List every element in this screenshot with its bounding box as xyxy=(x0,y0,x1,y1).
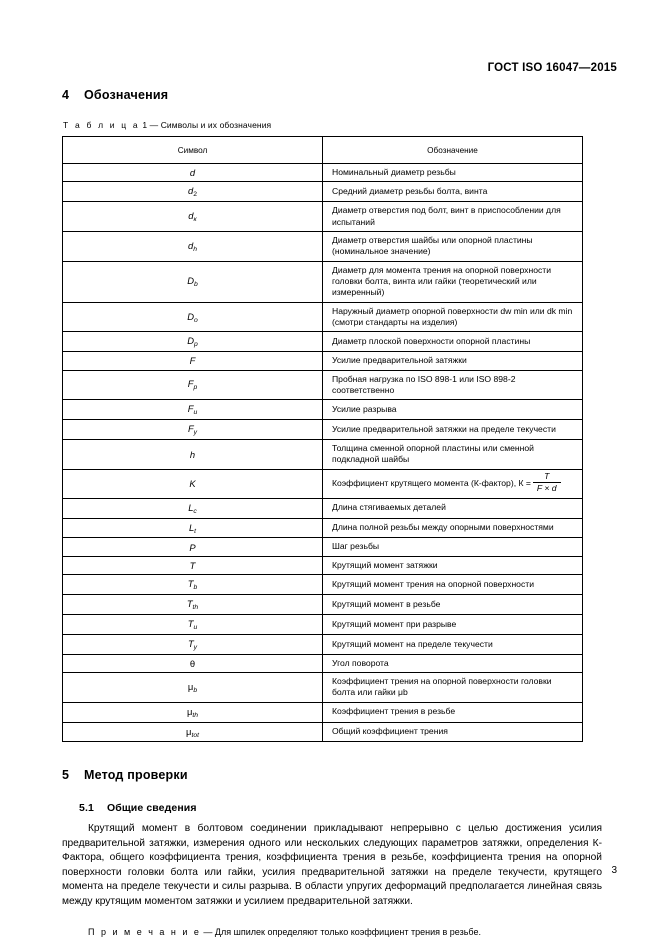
subsection-5-1-heading xyxy=(79,802,602,814)
description-cell: Угол поворота xyxy=(323,654,583,672)
table-row xyxy=(63,420,583,440)
section-4-title: Обозначения xyxy=(84,88,169,102)
symbol-cell: $F_u$ xyxy=(63,400,323,420)
table-caption-rest: 1 — Символы и их обозначения xyxy=(142,120,272,130)
symbols-table xyxy=(62,136,583,742)
table-row-formula xyxy=(63,469,583,498)
symbol-cell: $d_к$ xyxy=(63,202,323,232)
table-row xyxy=(63,352,583,370)
symbol-cell: $L_t$ xyxy=(63,518,323,538)
section-4-heading xyxy=(62,88,602,102)
description-cell: Коэффициент трения в резьбе xyxy=(323,702,583,722)
description-cell: Усилие предварительной затяжки xyxy=(323,352,583,370)
subsection-5-1-paragraph: Крутящий момент в болтовом соединении прикладывают непрерывно с целью достижения усилия предварительной затяжки, измерения одного или нескольких следующих параметров затяжки, определения К-Фактора, общего коэффициента трения, коэффициента трения в резьбе, коэффициента трения на опорной поверхности головки болта или гайки, усилия предварительной затяжки на пределе текучести, крутящего момента на пределе текучести и силы разрыва. В области упругих деформаций предполагается линейная связь между крутящим моментом затяжки и усилием предварительной затяжки. xyxy=(62,823,602,907)
table-row xyxy=(63,556,583,574)
table-row xyxy=(63,722,583,742)
table-row xyxy=(63,202,583,232)
table-row xyxy=(63,614,583,634)
symbols-table-body xyxy=(63,164,583,742)
table-row xyxy=(63,440,583,470)
symbol-cell: d xyxy=(63,164,323,182)
table-1-caption xyxy=(63,120,602,130)
symbol-cell: $T_u$ xyxy=(63,614,323,634)
table-row xyxy=(63,702,583,722)
description-cell-formula xyxy=(323,469,583,498)
table-row xyxy=(63,261,583,302)
table-row xyxy=(63,400,583,420)
description-cell: Коэффициент трения на опорной поверхности головки болта или гайки μb xyxy=(323,673,583,703)
symbols-table-head xyxy=(63,137,583,164)
page-number: 3 xyxy=(611,865,617,876)
section-5-number: 5 xyxy=(62,768,70,783)
description-cell: Усилие разрыва xyxy=(323,400,583,420)
table-row xyxy=(63,332,583,352)
table-row xyxy=(63,654,583,672)
symbol-cell: $T_b$ xyxy=(63,575,323,595)
description-cell: Диаметр отверстия шайбы или опорной пластины (номинальное значение) xyxy=(323,231,583,261)
description-cell: Пробная нагрузка по ISO 898-1 или ISO 898-2 соответственно xyxy=(323,370,583,400)
page-header-standard-id: ГОСТ ISO 16047—2015 xyxy=(487,62,617,74)
subsection-5-1-number: 5.1 xyxy=(79,802,94,815)
table-caption-prefix: Т а б л и ц а xyxy=(63,120,140,130)
symbol-cell: $L_c$ xyxy=(63,498,323,518)
symbol-cell: θ xyxy=(63,654,323,672)
note-label: П р и м е ч а н и е xyxy=(88,927,201,938)
fraction-denominator: F × d xyxy=(536,483,557,494)
description-cell: Усилие предварительной затяжки на пределе текучести xyxy=(323,420,583,440)
description-cell: Наружный диаметр опорной поверхности dw min или dk min (смотри стандарты на изделия) xyxy=(323,302,583,332)
description-cell: Диаметр плоской поверхности опорной пластины xyxy=(323,332,583,352)
section-5-title: Метод проверки xyxy=(84,768,188,783)
symbol-cell: $D_p$ xyxy=(63,332,323,352)
table-row xyxy=(63,575,583,595)
description-cell: Крутящий момент при разрыве xyxy=(323,614,583,634)
description-cell: Крутящий момент в резьбе xyxy=(323,594,583,614)
symbol-cell: $\mu_b$ xyxy=(63,673,323,703)
formula-lead: Коэффициент крутящего момента (К-фактор), К = xyxy=(332,477,531,488)
table-row xyxy=(63,164,583,182)
description-cell: Длина полной резьбы между опорными поверхностями xyxy=(323,518,583,538)
table-row xyxy=(63,302,583,332)
symbol-cell: $D_b$ xyxy=(63,261,323,302)
table-row xyxy=(63,673,583,703)
column-header-symbol: Символ xyxy=(63,137,323,164)
symbol-cell: $T_y$ xyxy=(63,634,323,654)
description-cell: Толщина сменной опорной пластины или сменной подкладной шайбы xyxy=(323,440,583,470)
description-cell: Крутящий момент затяжки xyxy=(323,556,583,574)
table-row xyxy=(63,538,583,556)
symbol-cell: $d_2$ xyxy=(63,182,323,202)
symbol-cell: $\mu_{th}$ xyxy=(63,702,323,722)
symbol-cell: $\mu_{tot}$ xyxy=(63,722,323,742)
fraction-numerator: T xyxy=(533,472,561,483)
description-cell: Номинальный диаметр резьбы xyxy=(323,164,583,182)
symbol-cell: $F_p$ xyxy=(63,370,323,400)
table-row xyxy=(63,231,583,261)
column-header-designation: Обозначение xyxy=(323,137,583,164)
description-cell: Шаг резьбы xyxy=(323,538,583,556)
k-factor-fraction xyxy=(533,472,561,494)
description-cell: Общий коэффициент трения xyxy=(323,722,583,742)
table-row xyxy=(63,182,583,202)
table-row xyxy=(63,594,583,614)
table-row xyxy=(63,498,583,518)
subsection-5-1-title: Общие сведения xyxy=(107,802,197,815)
symbol-cell: T xyxy=(63,556,323,574)
description-cell: Длина стягиваемых деталей xyxy=(323,498,583,518)
symbol-cell: $T_{th}$ xyxy=(63,594,323,614)
description-cell: Крутящий момент трения на опорной поверхности xyxy=(323,575,583,595)
table-header-row xyxy=(63,137,583,164)
symbol-cell: $D_o$ xyxy=(63,302,323,332)
table-row xyxy=(63,370,583,400)
symbol-cell: $d_h$ xyxy=(63,231,323,261)
table-row xyxy=(63,634,583,654)
description-cell: Диаметр отверстия под болт, винт в приспособлении для испытаний xyxy=(323,202,583,232)
description-cell: Средний диаметр резьбы болта, винта xyxy=(323,182,583,202)
symbol-cell: K xyxy=(63,469,323,498)
page-content xyxy=(62,88,602,939)
table-row xyxy=(63,518,583,538)
symbol-cell: F xyxy=(63,352,323,370)
section-4-number: 4 xyxy=(62,88,70,102)
symbol-cell: $F_y$ xyxy=(63,420,323,440)
description-cell: Диаметр для момента трения на опорной поверхности головки болта, винта или гайки (теоретический или измеренный) xyxy=(323,261,583,302)
subsection-5-1-note xyxy=(62,926,602,939)
note-text: — Для шпилек определяют только коэффициент трения в резьбе. xyxy=(203,927,481,938)
symbol-cell: h xyxy=(63,440,323,470)
description-cell: Крутящий момент на пределе текучести xyxy=(323,634,583,654)
symbol-cell: P xyxy=(63,538,323,556)
section-5-heading xyxy=(62,768,602,782)
